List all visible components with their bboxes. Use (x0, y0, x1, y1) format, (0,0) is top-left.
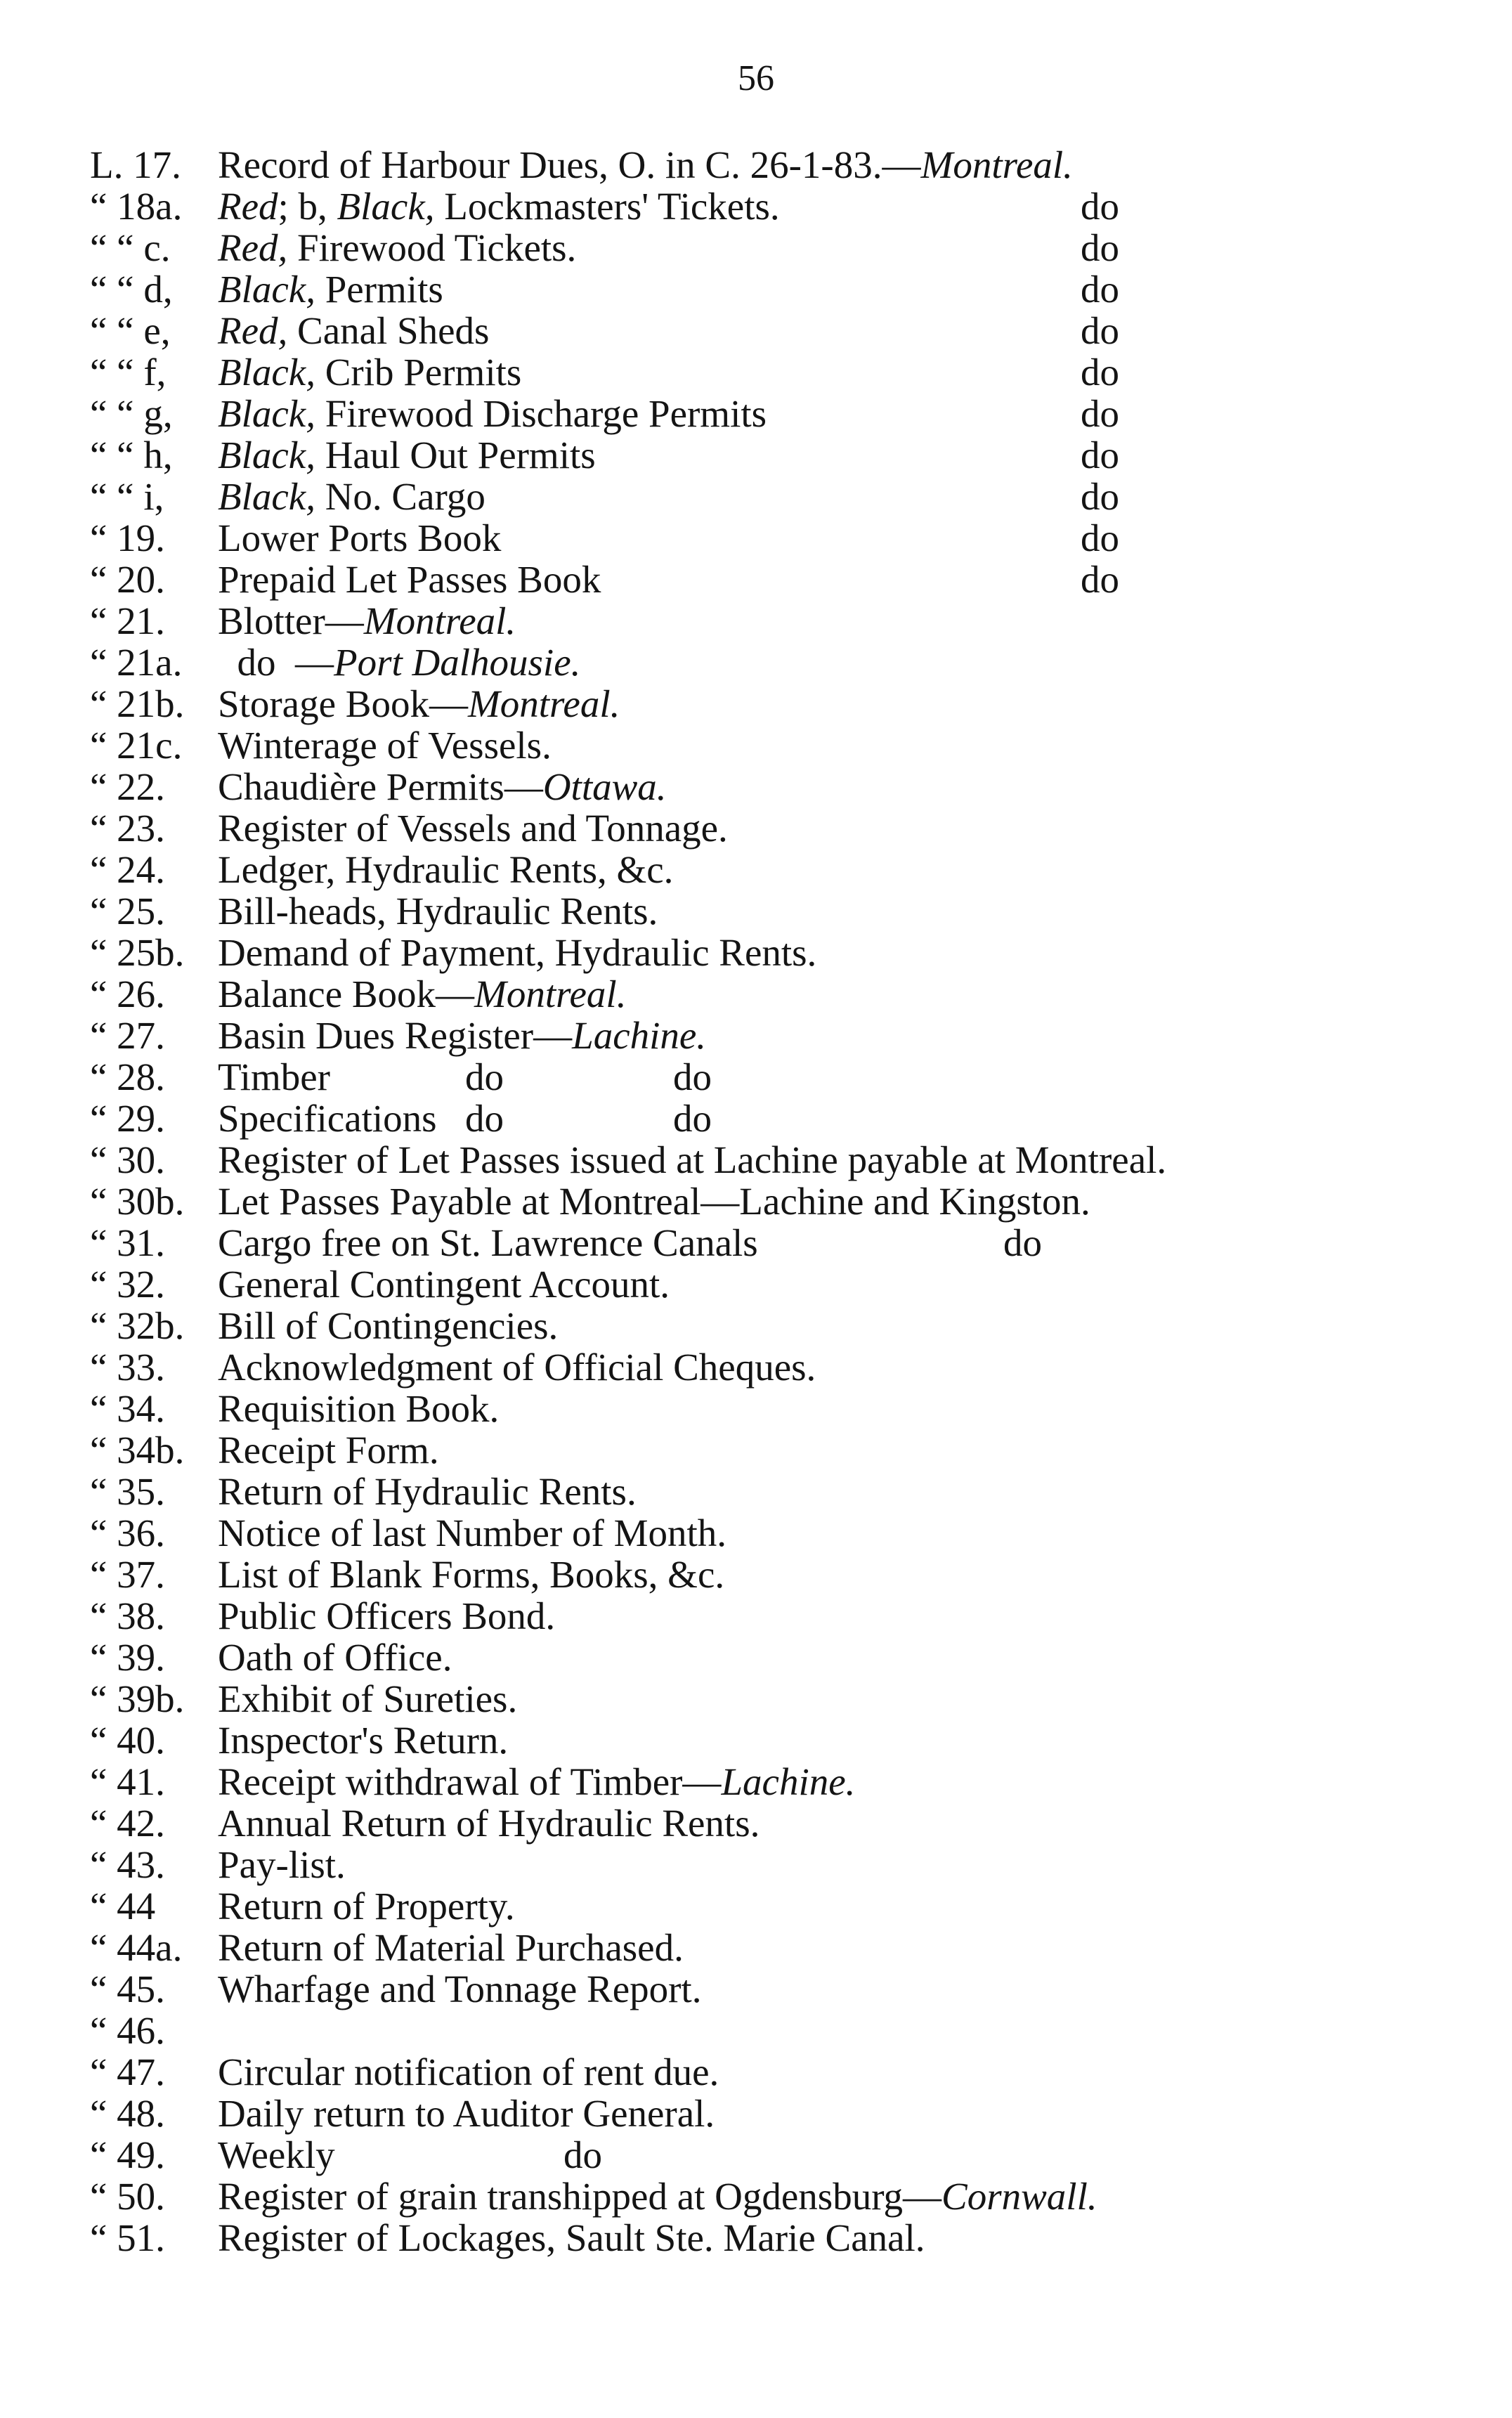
list-item (0, 600, 1512, 642)
entry-description (218, 766, 667, 807)
entry-number: “ 26. (90, 973, 165, 1015)
italic-text: Montreal. (920, 143, 1073, 186)
text: Oath of Office. (218, 1636, 452, 1679)
text: Lower Ports Book (218, 516, 502, 559)
entry-description (218, 1927, 684, 1968)
list-item (0, 1595, 1512, 1637)
italic-text: Cornwall. (941, 2175, 1097, 2218)
entry-number: “ 19. (90, 516, 165, 559)
entry-description (218, 1056, 330, 1098)
entry-number: “ “ d, (90, 268, 173, 311)
text: Register of grain transhipped at Ogdensburg— (218, 2175, 942, 2218)
text: Weekly (218, 2133, 335, 2176)
ditto-mark: do (1081, 309, 1119, 352)
text: Annual Return of Hydraulic Rents. (218, 1802, 760, 1845)
text: Storage Book— (218, 682, 468, 725)
text: Receipt withdrawal of Timber— (218, 1760, 722, 1803)
list-item (0, 2010, 1512, 2051)
entry-description (218, 973, 626, 1015)
entry-description (218, 559, 601, 600)
entry-description (218, 890, 658, 932)
list-item (0, 683, 1512, 724)
italic-text: Red, (218, 226, 288, 269)
entry-number: “ 21b. (90, 682, 185, 725)
entry-description (218, 227, 576, 268)
list-item (0, 2093, 1512, 2134)
entry-description (218, 807, 728, 849)
text: No. Cargo (315, 475, 485, 518)
entry-description (218, 1554, 724, 1595)
ditto-mark: do (673, 1055, 712, 1098)
text: Haul Out Permits (315, 434, 596, 476)
entry-description (218, 1346, 816, 1388)
entry-description (218, 1305, 558, 1346)
list-item (0, 1222, 1512, 1263)
text: Inspector's Return. (218, 1719, 509, 1762)
text: Blotter— (218, 599, 364, 642)
text: Daily return to Auditor General. (218, 2092, 715, 2135)
entry-description (218, 2176, 1097, 2217)
entry-number: “ 41. (90, 1760, 165, 1803)
entry-number: “ 42. (90, 1802, 165, 1845)
ditto-mark: do (1081, 185, 1119, 228)
text: Return of Material Purchased. (218, 1926, 684, 1969)
list-item (0, 849, 1512, 890)
entry-description (218, 517, 501, 559)
list-item (0, 1968, 1512, 2010)
ditto-mark: do (1003, 1221, 1042, 1264)
ditto-mark: do (1081, 351, 1119, 394)
entry-number: “ 27. (90, 1014, 165, 1057)
list-item (0, 807, 1512, 849)
text: Receipt Form. (218, 1429, 439, 1471)
list-item (0, 476, 1512, 517)
text: Permits (315, 268, 443, 311)
entry-number: “ 23. (90, 807, 165, 850)
text: Demand of Payment, Hydraulic Rents. (218, 931, 817, 974)
entry-description (218, 1844, 346, 1885)
list-item (0, 393, 1512, 434)
entry-number: “ 47. (90, 2050, 165, 2093)
ditto-mark: do (1081, 558, 1119, 601)
list-item (0, 227, 1512, 268)
list-item (0, 1346, 1512, 1388)
entry-description (218, 683, 620, 724)
list-item (0, 1678, 1512, 1720)
list-item (0, 1056, 1512, 1098)
entry-number: “ 44a. (90, 1926, 183, 1969)
entry-number: “ 32. (90, 1263, 165, 1306)
list-item (0, 1098, 1512, 1139)
entry-number: L. 17. (90, 143, 181, 186)
text: Prepaid Let Passes Book (218, 558, 601, 601)
list-item (0, 1015, 1512, 1056)
text: Winterage of Vessels. (218, 724, 552, 767)
list-item (0, 1512, 1512, 1554)
list-item (0, 1388, 1512, 1429)
entry-number: “ 51. (90, 2216, 165, 2259)
entry-number: “ 21. (90, 599, 165, 642)
entry-number: “ 35. (90, 1470, 165, 1513)
entry-number: “ 20. (90, 558, 165, 601)
list-item (0, 766, 1512, 807)
entry-description (218, 1720, 508, 1761)
italic-text: Red (218, 185, 278, 228)
entry-number: “ 34b. (90, 1429, 185, 1471)
entry-description (218, 1761, 855, 1802)
entry-number: “ 33. (90, 1346, 165, 1389)
entry-number: “ 30. (90, 1138, 165, 1181)
list-item (0, 1429, 1512, 1471)
entry-number: “ 37. (90, 1553, 165, 1596)
text: Ledger, Hydraulic Rents, &c. (218, 848, 674, 891)
entry-number: “ 39b. (90, 1677, 185, 1720)
entry-description (218, 351, 521, 393)
entry-number: “ “ f, (90, 351, 167, 394)
list-item (0, 186, 1512, 227)
text: Register of Vessels and Tonnage. (218, 807, 728, 850)
entry-description (218, 2051, 719, 2093)
list-item (0, 1844, 1512, 1885)
text: Pay-list. (218, 1843, 346, 1886)
entry-description (218, 642, 580, 683)
list-item (0, 932, 1512, 973)
entry-number: “ 21a. (90, 641, 183, 684)
text: Cargo free on St. Lawrence Canals (218, 1221, 758, 1264)
entry-description (218, 1595, 555, 1637)
entry-description (218, 1471, 637, 1512)
entry-number: “ 43. (90, 1843, 165, 1886)
text: Wharfage and Tonnage Report. (218, 1968, 702, 2010)
italic-text: Black, (218, 268, 315, 311)
ditto-mark: do (1081, 392, 1119, 435)
list-item (0, 144, 1512, 186)
text: Canal Sheds (287, 309, 490, 352)
entry-number: “ 40. (90, 1719, 165, 1762)
italic-text: Ottawa. (542, 765, 667, 808)
italic-text: Black, (218, 392, 315, 435)
entry-description (218, 268, 443, 310)
entry-description (218, 476, 485, 517)
list-item (0, 973, 1512, 1015)
entry-description (218, 1637, 452, 1678)
entry-description (218, 434, 596, 476)
entry-description (218, 1181, 1090, 1222)
text: Public Officers Bond. (218, 1594, 556, 1637)
entry-description (218, 2217, 925, 2258)
entry-description (218, 1885, 515, 1927)
entry-description (218, 724, 552, 766)
entry-number: “ 36. (90, 1512, 165, 1554)
entry-description (218, 1802, 760, 1844)
italic-text: Lachine. (572, 1014, 707, 1057)
list-item (0, 724, 1512, 766)
text: Firewood Discharge Permits (315, 392, 767, 435)
entry-number: “ 48. (90, 2092, 165, 2135)
entry-description (218, 310, 489, 351)
ditto-mark: do (673, 1097, 712, 1140)
list-item (0, 1181, 1512, 1222)
entry-description (218, 1139, 1166, 1181)
entry-number: “ 31. (90, 1221, 165, 1264)
text: Return of Property. (218, 1885, 515, 1928)
text: Register of Lockages, Sault Ste. Marie Canal. (218, 2216, 925, 2259)
text: Crib Permits (315, 351, 522, 394)
text: Basin Dues Register— (218, 1014, 573, 1057)
entry-number: “ 24. (90, 848, 165, 891)
text: ; b, (278, 185, 337, 228)
list-item (0, 1263, 1512, 1305)
text: Firewood Tickets. (287, 226, 577, 269)
ditto-mark: do (563, 2133, 602, 2176)
italic-text: Red, (218, 309, 288, 352)
text: Circular notification of rent due. (218, 2050, 719, 2093)
list-item (0, 1802, 1512, 1844)
entry-description (218, 1222, 758, 1263)
entry-number: “ 22. (90, 765, 165, 808)
italic-text: Montreal. (474, 973, 627, 1015)
text: Chaudière Permits— (218, 765, 543, 808)
entry-number: “ 34. (90, 1387, 165, 1430)
text: Lockmasters' Tickets. (434, 185, 780, 228)
text: Bill of Contingencies. (218, 1304, 559, 1347)
list-item (0, 1471, 1512, 1512)
entry-number: “ 18a. (90, 185, 183, 228)
text: Bill-heads, Hydraulic Rents. (218, 890, 658, 932)
list-item (0, 1761, 1512, 1802)
text: Notice of last Number of Month. (218, 1512, 727, 1554)
italic-text: Black, (218, 434, 315, 476)
text: Let Passes Payable at Montreal—Lachine and Kingston. (218, 1180, 1090, 1223)
ditto-mark: do (1081, 434, 1119, 476)
entry-description (218, 1678, 517, 1720)
text: Record of Harbour Dues, O. in C. 26-1-83.— (218, 143, 921, 186)
ditto-mark: do (1081, 268, 1119, 311)
entry-number: “ 30b. (90, 1180, 185, 1223)
list-item (0, 2217, 1512, 2258)
entry-number: “ 46. (90, 2009, 165, 2052)
entry-number: “ “ i, (90, 475, 164, 518)
list-item (0, 434, 1512, 476)
list-item (0, 1139, 1512, 1181)
ditto-mark: do (1081, 516, 1119, 559)
text: General Contingent Account. (218, 1263, 670, 1306)
entry-description (218, 1098, 437, 1139)
entry-description (218, 144, 1073, 186)
italic-text: Black, (218, 475, 315, 518)
text: Balance Book— (218, 973, 475, 1015)
entry-number: “ 50. (90, 2175, 165, 2218)
entry-description (218, 600, 516, 642)
text: Return of Hydraulic Rents. (218, 1470, 637, 1513)
italic-text: Lachine. (721, 1760, 856, 1803)
list-item (0, 2134, 1512, 2176)
entry-number: “ 39. (90, 1636, 165, 1679)
entry-number: “ 25. (90, 890, 165, 932)
ditto-mark: do (465, 1097, 504, 1140)
entry-description (218, 932, 816, 973)
entry-number: “ 28. (90, 1055, 165, 1098)
list-item (0, 2176, 1512, 2217)
entry-number: “ “ e, (90, 309, 171, 352)
entry-description (218, 2093, 715, 2134)
entry-number: “ 45. (90, 1968, 165, 2010)
list-item (0, 2051, 1512, 2093)
text: Acknowledgment of Official Cheques. (218, 1346, 816, 1389)
entry-number: “ 32b. (90, 1304, 185, 1347)
text: List of Blank Forms, Books, &c. (218, 1553, 725, 1596)
entry-description (218, 1512, 726, 1554)
entry-description (218, 1429, 439, 1471)
list-item (0, 268, 1512, 310)
list-item (0, 1720, 1512, 1761)
text: Timber (218, 1055, 330, 1098)
italic-text: Port Dalhousie. (334, 641, 581, 684)
entry-number: “ 49. (90, 2133, 165, 2176)
list-item (0, 310, 1512, 351)
text: Register of Let Passes issued at Lachine payable at Montreal. (218, 1138, 1167, 1181)
list-item (0, 1637, 1512, 1678)
list-item (0, 559, 1512, 600)
italic-text: Black, (218, 351, 315, 394)
page-number: 56 (738, 58, 774, 98)
text: Specifications (218, 1097, 437, 1140)
italic-text: Montreal. (363, 599, 516, 642)
list-item (0, 1927, 1512, 1968)
entry-description (218, 393, 767, 434)
list-item (0, 1554, 1512, 1595)
ditto-mark: do (1081, 226, 1119, 269)
entry-number: “ 21c. (90, 724, 183, 767)
italic-text: Black, (337, 185, 435, 228)
list-item (0, 642, 1512, 683)
entry-description (218, 849, 673, 890)
entry-number: “ 25b. (90, 931, 185, 974)
list-item (0, 1305, 1512, 1346)
entry-number: “ “ h, (90, 434, 173, 476)
entry-description (218, 1388, 499, 1429)
ditto-mark: do (465, 1055, 504, 1098)
text: Exhibit of Sureties. (218, 1677, 518, 1720)
entry-number: “ 29. (90, 1097, 165, 1140)
list-item (0, 1885, 1512, 1927)
entry-description (218, 1968, 701, 2010)
entry-description (218, 1263, 670, 1305)
entry-description (218, 186, 780, 227)
italic-text: Montreal. (467, 682, 620, 725)
entry-description (218, 2134, 335, 2176)
list-item (0, 517, 1512, 559)
list-item (0, 890, 1512, 932)
text: do — (218, 641, 334, 684)
ditto-mark: do (1081, 475, 1119, 518)
entry-number: “ 44 (90, 1885, 156, 1928)
entry-number: “ “ c. (90, 226, 171, 269)
text: Requisition Book. (218, 1387, 500, 1430)
entry-number: “ “ g, (90, 392, 173, 435)
entry-number: “ 38. (90, 1594, 165, 1637)
entry-description (218, 1015, 706, 1056)
entry-list (0, 144, 1512, 2258)
list-item (0, 351, 1512, 393)
